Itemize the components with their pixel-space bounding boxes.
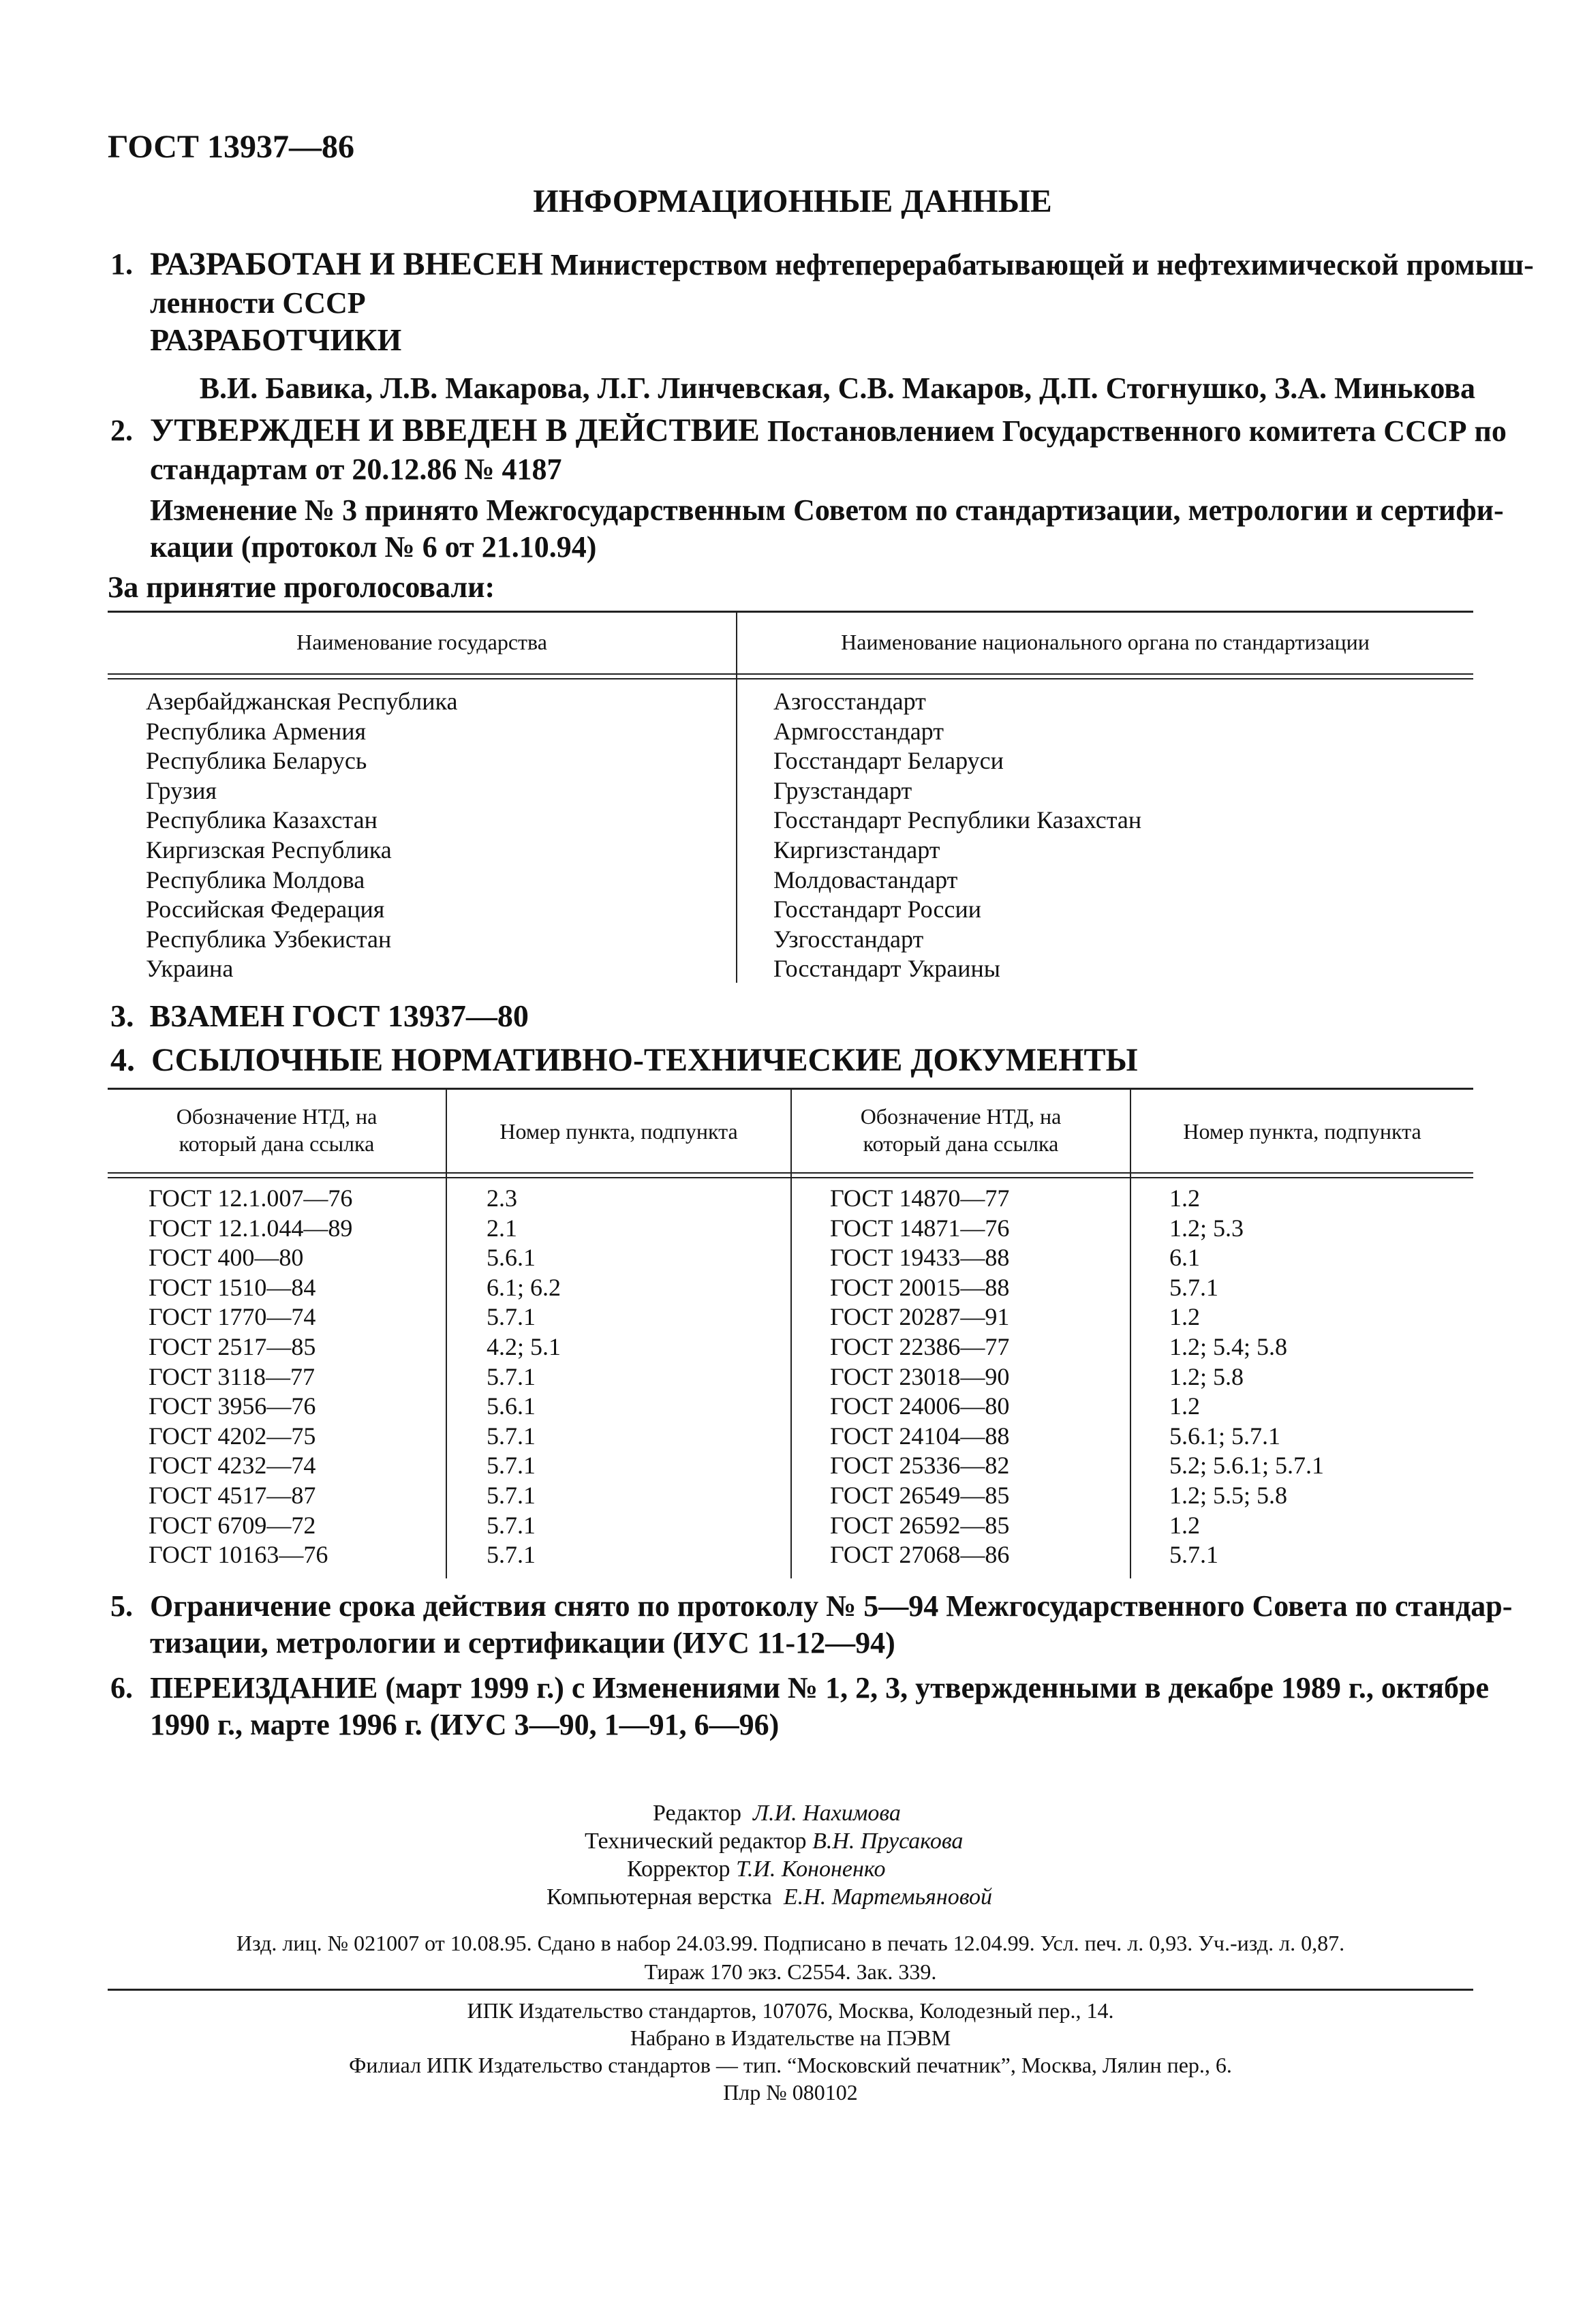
credit-label: Технический редактор bbox=[585, 1829, 807, 1854]
section-lead: РАЗРАБОТАН И ВНЕСЕН bbox=[150, 246, 543, 282]
section-text: Постановлением Государственного комитета СССР по bbox=[767, 414, 1507, 448]
credit-label: Корректор bbox=[627, 1856, 730, 1882]
credit-person: В.Н. Прусакова bbox=[812, 1829, 964, 1854]
table-cell: ГОСТ 22386—77 bbox=[830, 1332, 1010, 1360]
document-title: ИНФОРМАЦИОННЫЕ ДАННЫЕ bbox=[533, 183, 1052, 219]
credit-person: Т.И. Кононенко bbox=[736, 1856, 886, 1882]
table-cell: 1.2; 5.3 bbox=[1169, 1214, 1244, 1242]
table-cell: ГОСТ 3118—77 bbox=[149, 1362, 316, 1390]
table-cell: 5.7.1 bbox=[1169, 1273, 1218, 1301]
table-cell: 1.2 bbox=[1169, 1184, 1200, 1212]
section-text: Министерством нефтеперерабатывающей и нефтехимической промыш- bbox=[550, 248, 1534, 281]
states-column bbox=[146, 687, 457, 984]
table-cell: ГОСТ 12.1.044—89 bbox=[149, 1214, 353, 1242]
table-cell: Киргизская Республика bbox=[146, 836, 392, 863]
table-cell: Республика Армения bbox=[146, 717, 367, 745]
developers-list: В.И. Бавика, Л.В. Макарова, Л.Г. Линчевская, С.В. Макаров, Д.П. Стогнушко, З.А. Минькова bbox=[199, 371, 1475, 405]
column-divider bbox=[446, 1088, 447, 1578]
section-number: 5. bbox=[110, 1589, 133, 1623]
table-cell: ГОСТ 14870—77 bbox=[830, 1184, 1010, 1212]
table-cell: 1.2; 5.4; 5.8 bbox=[1169, 1332, 1288, 1360]
table-cell: ГОСТ 4202—75 bbox=[149, 1422, 316, 1450]
table-cell: 1.2 bbox=[1169, 1392, 1200, 1420]
table-cell: 5.7.1 bbox=[487, 1452, 536, 1480]
table-cell: ГОСТ 400—80 bbox=[149, 1244, 304, 1272]
column-divider bbox=[736, 611, 737, 983]
table-cell: ГОСТ 26592—85 bbox=[830, 1511, 1010, 1539]
column-header-body: Наименование национального органа по стандартизации bbox=[841, 630, 1370, 654]
header-line: Обозначение НТД, на bbox=[176, 1104, 378, 1129]
column-header-state: Наименование государства bbox=[296, 630, 547, 654]
left-docs-column bbox=[149, 1184, 352, 1570]
credit-tech-editor bbox=[585, 1827, 963, 1855]
publisher-line: Плр № 080102 bbox=[723, 2080, 858, 2105]
voted-heading: За принятие проголосовали: bbox=[108, 570, 495, 604]
table-cell: Республика Молдова bbox=[146, 866, 365, 893]
column-header-doc bbox=[108, 1103, 446, 1157]
table-cell: ГОСТ 6709—72 bbox=[149, 1511, 316, 1539]
table-cell: 5.7.1 bbox=[487, 1422, 536, 1450]
table-cell: ГОСТ 24006—80 bbox=[830, 1392, 1010, 1420]
table-rule bbox=[108, 673, 1473, 675]
table-cell: Госстандарт России bbox=[773, 896, 981, 923]
table-cell: ГОСТ 25336—82 bbox=[830, 1452, 1010, 1480]
imprint-block bbox=[108, 1929, 1473, 1986]
table-cell: Азербайджанская Республика bbox=[146, 688, 458, 715]
header-line: Обозначение НТД, на bbox=[860, 1104, 1062, 1129]
table-cell: ГОСТ 3956—76 bbox=[149, 1392, 316, 1420]
table-cell: 1.2 bbox=[1169, 1511, 1200, 1539]
table-cell: ГОСТ 4232—74 bbox=[149, 1452, 316, 1480]
table-cell: 5.7.1 bbox=[1169, 1541, 1218, 1569]
section-number: 3. bbox=[110, 998, 134, 1033]
table-cell: ГОСТ 20287—91 bbox=[830, 1303, 1010, 1331]
section-lead: УТВЕРЖДЕН И ВВЕДЕН В ДЕЙСТВИЕ bbox=[150, 412, 760, 448]
section-text: ПЕРЕИЗДАНИЕ (март 1999 г.) с Изменениями № 1, 2, 3, утвержденными в декабре 1989 г., октябре bbox=[150, 1671, 1490, 1704]
table-cell: ГОСТ 1770—74 bbox=[149, 1303, 316, 1331]
table-cell: 4.2; 5.1 bbox=[487, 1332, 561, 1360]
developers-heading: РАЗРАБОТЧИКИ bbox=[150, 322, 402, 357]
credit-label: Компьютерная верстка bbox=[547, 1884, 772, 1910]
table-cell: 2.3 bbox=[487, 1184, 517, 1212]
table-cell: ГОСТ 10163—76 bbox=[149, 1541, 328, 1569]
publisher-line: ИПК Издательство стандартов, 107076, Москва, Колодезный пер., 14. bbox=[467, 1998, 1114, 2023]
publisher-line: Филиал ИПК Издательство стандартов — тип. “Московский печатник”, Москва, Лялин пер., 6. bbox=[349, 2053, 1232, 2077]
table-cell: Азгосстандарт bbox=[773, 688, 926, 715]
table-cell: ГОСТ 19433—88 bbox=[830, 1244, 1010, 1272]
table-cell: 1.2; 5.5; 5.8 bbox=[1169, 1481, 1288, 1509]
table-cell: 5.7.1 bbox=[487, 1511, 536, 1539]
section-text: Ограничение срока действия снято по протоколу № 5—94 Межгосударственного Совета по стандар- bbox=[150, 1589, 1513, 1623]
section-text-continued: ленности СССР bbox=[150, 286, 366, 320]
table-cell: Госстандарт Беларуси bbox=[773, 747, 1004, 775]
table-cell: Молдовастандарт bbox=[773, 866, 958, 893]
credit-layout bbox=[547, 1883, 992, 1911]
left-items-column bbox=[487, 1184, 561, 1570]
section-4 bbox=[110, 1041, 1138, 1079]
section-text-continued: стандартам от 20.12.86 № 4187 bbox=[150, 453, 562, 486]
table-cell: 1.2 bbox=[1169, 1303, 1200, 1331]
column-header-item: Номер пункта, подпункта bbox=[499, 1119, 738, 1144]
section-number: 4. bbox=[110, 1042, 135, 1078]
section-text-continued: 1990 г., марте 1996 г. (ИУС 3—90, 1—91, 6—96) bbox=[150, 1708, 780, 1741]
credit-person: Л.И. Нахимова bbox=[752, 1801, 901, 1826]
table-cell: 5.6.1 bbox=[487, 1392, 536, 1420]
table-cell: ГОСТ 4517—87 bbox=[149, 1481, 316, 1509]
section-text-continued: тизации, метрологии и сертификации (ИУС 11-12—94) bbox=[150, 1626, 895, 1660]
table-cell: ГОСТ 12.1.007—76 bbox=[149, 1184, 353, 1212]
column-header-doc bbox=[792, 1103, 1130, 1157]
table-cell: Российская Федерация bbox=[146, 896, 385, 923]
column-divider bbox=[790, 1088, 792, 1578]
table-cell: Украина bbox=[146, 955, 234, 983]
table-cell: ГОСТ 27068—86 bbox=[830, 1541, 1010, 1569]
table-cell: Республика Беларусь bbox=[146, 747, 367, 775]
table-cell: 5.2; 5.6.1; 5.7.1 bbox=[1169, 1452, 1325, 1480]
table-cell: 5.6.1 bbox=[487, 1244, 536, 1272]
document-code: ГОСТ 13937—86 bbox=[108, 129, 354, 165]
section-number: 1. bbox=[110, 247, 133, 281]
column-header-item: Номер пункта, подпункта bbox=[1183, 1119, 1421, 1144]
table-cell: 2.1 bbox=[487, 1214, 517, 1242]
table-cell: Узгосстандарт bbox=[773, 925, 924, 953]
right-docs-column bbox=[830, 1184, 1009, 1570]
credit-corrector bbox=[627, 1855, 885, 1883]
change-note-line: кации (протокол № 6 от 21.10.94) bbox=[150, 530, 597, 564]
credit-label: Редактор bbox=[653, 1801, 741, 1826]
table-rule bbox=[108, 678, 1473, 679]
table-cell: ГОСТ 24104—88 bbox=[830, 1422, 1010, 1450]
table-cell: 5.7.1 bbox=[487, 1541, 536, 1569]
table-cell: ГОСТ 14871—76 bbox=[830, 1214, 1010, 1242]
section-text: ВЗАМЕН ГОСТ 13937—80 bbox=[149, 998, 529, 1033]
credit-editor bbox=[653, 1799, 901, 1827]
table-cell: ГОСТ 23018—90 bbox=[830, 1362, 1010, 1390]
change-note-line: Изменение № 3 принято Межгосударственным Советом по стандартизации, метрологии и сертифи- bbox=[150, 493, 1504, 527]
table-cell: 6.1 bbox=[1169, 1244, 1200, 1272]
section-text: ССЫЛОЧНЫЕ НОРМАТИВНО-ТЕХНИЧЕСКИЕ ДОКУМЕНТЫ bbox=[151, 1042, 1138, 1078]
right-items-column bbox=[1169, 1184, 1324, 1570]
publisher-block bbox=[108, 1997, 1473, 2106]
table-cell: Грузия bbox=[146, 776, 217, 804]
credit-person: Е.Н. Мартемьяновой bbox=[783, 1884, 993, 1910]
table-cell: ГОСТ 20015—88 bbox=[830, 1273, 1010, 1301]
imprint-line: Изд. лиц. № 021007 от 10.08.95. Сдано в набор 24.03.99. Подписано в печать 12.04.99. Усл. печ. л. 0,93. Уч.-изд. л. 0,87. bbox=[236, 1931, 1345, 1955]
references-table bbox=[108, 1088, 1473, 1578]
change-note bbox=[150, 492, 1504, 566]
table-cell: Армгосстандарт bbox=[773, 717, 944, 745]
table-rule bbox=[108, 611, 1473, 613]
table-cell: 5.6.1; 5.7.1 bbox=[1169, 1422, 1281, 1450]
table-cell: 5.7.1 bbox=[487, 1362, 536, 1390]
column-divider bbox=[1130, 1088, 1131, 1578]
header-line: который дана ссылка bbox=[179, 1131, 375, 1156]
bodies-column bbox=[773, 687, 1141, 984]
imprint-line: Тираж 170 экз. С2554. Зак. 339. bbox=[644, 1959, 937, 1984]
table-cell: 1.2; 5.8 bbox=[1169, 1362, 1244, 1390]
section-3 bbox=[110, 998, 529, 1034]
imprint-divider bbox=[108, 1989, 1473, 1991]
states-table bbox=[108, 611, 1473, 983]
table-cell: Киргизстандарт bbox=[773, 836, 940, 863]
table-cell: Республика Казахстан bbox=[146, 806, 378, 834]
section-number: 2. bbox=[110, 414, 133, 447]
table-cell: ГОСТ 1510—84 bbox=[149, 1273, 316, 1301]
table-cell: Республика Узбекистан bbox=[146, 925, 392, 953]
publisher-line: Набрано в Издательстве на ПЭВМ bbox=[630, 2025, 951, 2050]
table-cell: Госстандарт Республики Казахстан bbox=[773, 806, 1142, 834]
section-number: 6. bbox=[110, 1671, 133, 1704]
table-cell: 6.1; 6.2 bbox=[487, 1273, 561, 1301]
table-cell: ГОСТ 2517—85 bbox=[149, 1332, 316, 1360]
table-cell: ГОСТ 26549—85 bbox=[830, 1481, 1010, 1509]
table-cell: Грузстандарт bbox=[773, 776, 912, 804]
table-cell: 5.7.1 bbox=[487, 1481, 536, 1509]
table-cell: 5.7.1 bbox=[487, 1303, 536, 1331]
header-line: который дана ссылка bbox=[863, 1131, 1059, 1156]
table-cell: Госстандарт Украины bbox=[773, 955, 1000, 983]
